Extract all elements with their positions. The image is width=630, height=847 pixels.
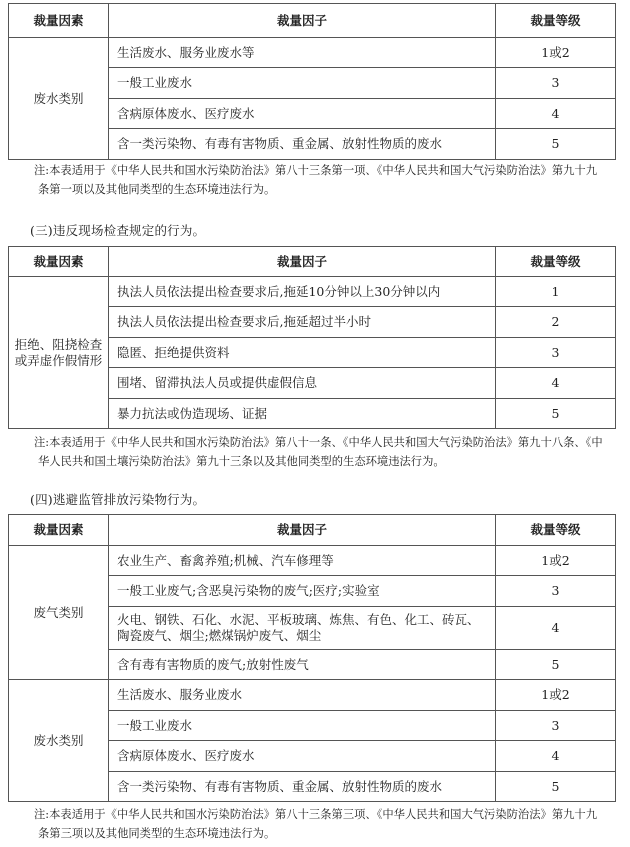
factor-cell: 执法人员依法提出检查要求后,拖延10分钟以上30分钟以内 xyxy=(109,277,496,307)
level-cell: 4 xyxy=(496,741,616,772)
factor-cell: 含病原体废水、医疗废水 xyxy=(109,99,496,129)
level-cell: 5 xyxy=(496,650,616,680)
level-cell: 4 xyxy=(496,368,616,399)
level-cell: 5 xyxy=(496,772,616,802)
section-4-heading: (四)逃避监管排放污染物行为。 xyxy=(30,492,206,507)
level-cell: 2 xyxy=(496,307,616,338)
header-factor-type: 裁量因素 xyxy=(9,4,109,38)
category-cell: 拒绝、阻挠检查或弄虚作假情形 xyxy=(9,277,109,429)
factor-cell: 农业生产、畜禽养殖;机械、汽车修理等 xyxy=(109,546,496,576)
header-factor-type: 裁量因素 xyxy=(9,247,109,277)
factor-cell: 暴力抗法或伪造现场、证据 xyxy=(109,399,496,429)
factor-cell: 一般工业废气;含恶臭污染物的废气;医疗;实验室 xyxy=(109,576,496,607)
factor-cell: 隐匿、拒绝提供资料 xyxy=(109,338,496,368)
level-cell: 4 xyxy=(496,607,616,650)
table-2-note: 注:本表适用于《中华人民共和国水污染防治法》第八十一条、《中华人民共和国大气污染防治法》第九十八条、《中华人民共和国土壤污染防治法》第九十三条以及其他同类型的生态环境违法行为。 xyxy=(34,436,603,468)
level-cell: 1或2 xyxy=(496,546,616,576)
level-cell: 1或2 xyxy=(496,38,616,68)
factor-cell: 含一类污染物、有毒有害物质、重金属、放射性物质的废水 xyxy=(109,129,496,160)
table-1-note: 注:本表适用于《中华人民共和国水污染防治法》第八十三条第一项、《中华人民共和国大气污染防治法》第九十九条第一项以及其他同类型的生态环境违法行为。 xyxy=(34,164,598,196)
header-level: 裁量等级 xyxy=(496,247,616,277)
level-cell: 1或2 xyxy=(496,680,616,711)
header-level: 裁量等级 xyxy=(496,4,616,38)
header-factor-type: 裁量因素 xyxy=(9,515,109,546)
header-factor: 裁量因子 xyxy=(109,247,496,277)
factor-cell: 生活废水、服务业废水 xyxy=(109,680,496,711)
factor-cell: 含病原体废水、医疗废水 xyxy=(109,741,496,772)
level-cell: 1 xyxy=(496,277,616,307)
level-cell: 3 xyxy=(496,68,616,99)
factor-cell: 一般工业废水 xyxy=(109,68,496,99)
level-cell: 3 xyxy=(496,711,616,741)
level-cell: 5 xyxy=(496,129,616,160)
factor-cell: 一般工业废水 xyxy=(109,711,496,741)
factor-cell: 生活废水、服务业废水等 xyxy=(109,38,496,68)
level-cell: 3 xyxy=(496,338,616,368)
level-cell: 4 xyxy=(496,99,616,129)
factor-cell: 含一类污染物、有毒有害物质、重金属、放射性物质的废水 xyxy=(109,772,496,802)
discretion-table-3 xyxy=(8,514,616,802)
category-cell: 废气类别 xyxy=(9,546,109,680)
header-level: 裁量等级 xyxy=(496,515,616,546)
level-cell: 5 xyxy=(496,399,616,429)
discretion-table-2 xyxy=(8,246,616,429)
category-cell: 废水类别 xyxy=(9,680,109,802)
factor-cell: 围堵、留滞执法人员或提供虚假信息 xyxy=(109,368,496,399)
level-cell: 3 xyxy=(496,576,616,607)
header-factor: 裁量因子 xyxy=(109,4,496,38)
factor-cell: 火电、钢铁、石化、水泥、平板玻璃、炼焦、有色、化工、砖瓦、陶瓷废气、烟尘;燃煤锅炉废气、烟尘 xyxy=(109,607,496,650)
section-3-heading: (三)违反现场检查规定的行为。 xyxy=(30,223,206,238)
category-cell: 废水类别 xyxy=(9,38,109,160)
discretion-table-1 xyxy=(8,3,616,160)
factor-cell: 含有毒有害物质的废气;放射性废气 xyxy=(109,650,496,680)
factor-cell: 执法人员依法提出检查要求后,拖延超过半小时 xyxy=(109,307,496,338)
table-3-note: 注:本表适用于《中华人民共和国水污染防治法》第八十三条第三项、《中华人民共和国大气污染防治法》第九十九条第三项以及其他同类型的生态环境违法行为。 xyxy=(34,808,598,840)
header-factor: 裁量因子 xyxy=(109,515,496,546)
